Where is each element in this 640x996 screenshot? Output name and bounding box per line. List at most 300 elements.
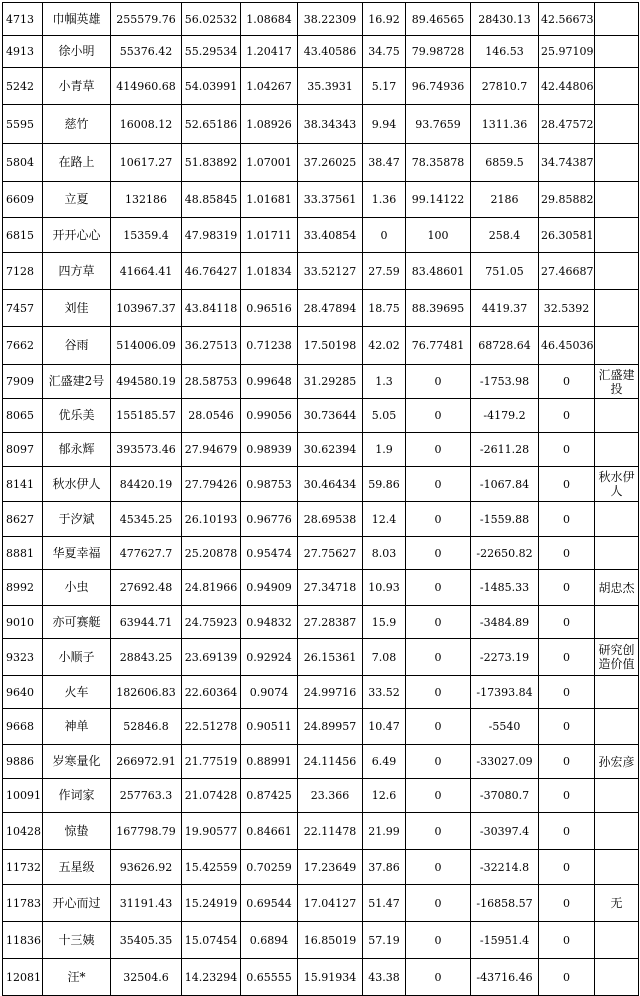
value-cell-7: 4419.37	[471, 290, 539, 327]
value-cell-1: 93626.92	[111, 850, 182, 885]
value-cell-6: 83.48601	[406, 253, 471, 290]
value-cell-2: 25.20878	[182, 537, 241, 570]
value-cell-5: 18.75	[363, 290, 406, 327]
value-cell-4: 38.34343	[298, 105, 363, 144]
value-cell-6: 0	[406, 922, 471, 959]
value-cell-2: 27.94679	[182, 433, 241, 467]
table-row	[3, 813, 639, 850]
value-cell-1: 257763.3	[111, 779, 182, 813]
value-cell-8: 0	[539, 813, 595, 850]
value-cell-1: 10617.27	[111, 144, 182, 182]
note-cell: 孙宏彦	[595, 745, 639, 779]
value-cell-1: 52846.8	[111, 709, 182, 745]
note-cell	[595, 68, 639, 105]
value-cell-5: 1.36	[363, 182, 406, 218]
value-cell-4: 24.89957	[298, 709, 363, 745]
table-row	[3, 433, 639, 467]
value-cell-2: 43.84118	[182, 290, 241, 327]
id-cell: 4713	[3, 3, 43, 36]
value-cell-1: 266972.91	[111, 745, 182, 779]
table-row	[3, 709, 639, 745]
value-cell-3: 0.90511	[241, 709, 298, 745]
name-cell: 火车	[43, 676, 111, 709]
value-cell-2: 22.51278	[182, 709, 241, 745]
value-cell-1: 167798.79	[111, 813, 182, 850]
value-cell-7: 27810.7	[471, 68, 539, 105]
value-cell-7: 751.05	[471, 253, 539, 290]
table-row	[3, 537, 639, 570]
value-cell-8: 0	[539, 639, 595, 676]
value-cell-3: 0.87425	[241, 779, 298, 813]
name-cell: 刘佳	[43, 290, 111, 327]
value-cell-5: 12.6	[363, 779, 406, 813]
value-cell-2: 28.0546	[182, 399, 241, 433]
value-cell-6: 93.7659	[406, 105, 471, 144]
id-cell: 6815	[3, 218, 43, 253]
value-cell-5: 43.38	[363, 959, 406, 996]
value-cell-5: 1.9	[363, 433, 406, 467]
table-row	[3, 570, 639, 606]
value-cell-2: 55.29534	[182, 36, 241, 68]
name-cell: 小顺子	[43, 639, 111, 676]
value-cell-1: 32504.6	[111, 959, 182, 996]
value-cell-8: 27.46687	[539, 253, 595, 290]
note-cell	[595, 779, 639, 813]
note-cell	[595, 606, 639, 639]
value-cell-8: 0	[539, 467, 595, 502]
value-cell-7: -32214.8	[471, 850, 539, 885]
value-cell-8: 28.47572	[539, 105, 595, 144]
value-cell-5: 33.52	[363, 676, 406, 709]
value-cell-3: 0.92924	[241, 639, 298, 676]
name-cell: 于汐斌	[43, 502, 111, 537]
value-cell-2: 24.75923	[182, 606, 241, 639]
value-cell-5: 15.9	[363, 606, 406, 639]
value-cell-3: 1.01834	[241, 253, 298, 290]
value-cell-4: 35.3931	[298, 68, 363, 105]
value-cell-3: 0.95474	[241, 537, 298, 570]
value-cell-3: 1.08926	[241, 105, 298, 144]
value-cell-8: 0	[539, 537, 595, 570]
value-cell-8: 0	[539, 399, 595, 433]
table-row	[3, 399, 639, 433]
value-cell-4: 28.47894	[298, 290, 363, 327]
note-cell	[595, 218, 639, 253]
value-cell-2: 48.85845	[182, 182, 241, 218]
value-cell-5: 0	[363, 218, 406, 253]
value-cell-7: 1311.36	[471, 105, 539, 144]
value-cell-2: 47.98319	[182, 218, 241, 253]
note-cell	[595, 253, 639, 290]
value-cell-8: 32.5392	[539, 290, 595, 327]
value-cell-3: 0.96516	[241, 290, 298, 327]
value-cell-1: 514006.09	[111, 327, 182, 365]
note-cell: 秋水伊人	[595, 467, 639, 502]
value-cell-7: -37080.7	[471, 779, 539, 813]
table-body	[3, 3, 639, 996]
name-cell: 郁永辉	[43, 433, 111, 467]
value-cell-6: 89.46565	[406, 3, 471, 36]
note-cell	[595, 959, 639, 996]
data-table	[2, 2, 639, 996]
value-cell-4: 30.46434	[298, 467, 363, 502]
value-cell-2: 22.60364	[182, 676, 241, 709]
name-cell: 五星级	[43, 850, 111, 885]
name-cell: 谷雨	[43, 327, 111, 365]
value-cell-3: 0.94832	[241, 606, 298, 639]
value-cell-5: 1.3	[363, 365, 406, 399]
value-cell-5: 5.17	[363, 68, 406, 105]
value-cell-2: 23.69139	[182, 639, 241, 676]
note-cell	[595, 537, 639, 570]
value-cell-2: 15.07454	[182, 922, 241, 959]
value-cell-6: 0	[406, 959, 471, 996]
value-cell-8: 42.56673	[539, 3, 595, 36]
value-cell-6: 0	[406, 745, 471, 779]
value-cell-1: 84420.19	[111, 467, 182, 502]
id-cell: 5242	[3, 68, 43, 105]
name-cell: 汪*	[43, 959, 111, 996]
value-cell-5: 7.08	[363, 639, 406, 676]
value-cell-8: 0	[539, 850, 595, 885]
value-cell-6: 0	[406, 779, 471, 813]
value-cell-4: 43.40586	[298, 36, 363, 68]
value-cell-6: 0	[406, 467, 471, 502]
value-cell-1: 103967.37	[111, 290, 182, 327]
value-cell-3: 0.71238	[241, 327, 298, 365]
table-row	[3, 779, 639, 813]
value-cell-1: 255579.76	[111, 3, 182, 36]
value-cell-6: 76.77481	[406, 327, 471, 365]
table-row	[3, 3, 639, 36]
value-cell-8: 34.74387	[539, 144, 595, 182]
id-cell: 4913	[3, 36, 43, 68]
value-cell-5: 9.94	[363, 105, 406, 144]
value-cell-3: 0.99648	[241, 365, 298, 399]
id-cell: 8065	[3, 399, 43, 433]
value-cell-6: 0	[406, 813, 471, 850]
value-cell-3: 1.01681	[241, 182, 298, 218]
name-cell: 开心而过	[43, 885, 111, 922]
value-cell-6: 0	[406, 433, 471, 467]
name-cell: 惊蛰	[43, 813, 111, 850]
value-cell-8: 46.45036	[539, 327, 595, 365]
table-row	[3, 922, 639, 959]
id-cell: 10091	[3, 779, 43, 813]
name-cell: 作词家	[43, 779, 111, 813]
table-row	[3, 327, 639, 365]
note-cell	[595, 144, 639, 182]
value-cell-3: 0.65555	[241, 959, 298, 996]
value-cell-8: 25.97109	[539, 36, 595, 68]
value-cell-1: 494580.19	[111, 365, 182, 399]
value-cell-7: -1753.98	[471, 365, 539, 399]
table-row	[3, 290, 639, 327]
value-cell-1: 45345.25	[111, 502, 182, 537]
id-cell: 8627	[3, 502, 43, 537]
value-cell-6: 0	[406, 399, 471, 433]
note-cell: 研究创造价值	[595, 639, 639, 676]
value-cell-6: 96.74936	[406, 68, 471, 105]
id-cell: 11836	[3, 922, 43, 959]
note-cell	[595, 182, 639, 218]
note-cell: 胡忠杰	[595, 570, 639, 606]
note-cell	[595, 327, 639, 365]
value-cell-7: -5540	[471, 709, 539, 745]
value-cell-4: 30.73644	[298, 399, 363, 433]
value-cell-2: 27.79426	[182, 467, 241, 502]
id-cell: 8881	[3, 537, 43, 570]
value-cell-6: 0	[406, 502, 471, 537]
note-cell	[595, 922, 639, 959]
value-cell-7: -1559.88	[471, 502, 539, 537]
value-cell-2: 51.83892	[182, 144, 241, 182]
value-cell-8: 0	[539, 433, 595, 467]
value-cell-4: 23.366	[298, 779, 363, 813]
table-row	[3, 885, 639, 922]
value-cell-3: 1.01711	[241, 218, 298, 253]
value-cell-5: 12.4	[363, 502, 406, 537]
value-cell-1: 55376.42	[111, 36, 182, 68]
value-cell-6: 0	[406, 885, 471, 922]
id-cell: 7457	[3, 290, 43, 327]
value-cell-5: 6.49	[363, 745, 406, 779]
value-cell-3: 0.84661	[241, 813, 298, 850]
value-cell-2: 54.03991	[182, 68, 241, 105]
value-cell-1: 477627.7	[111, 537, 182, 570]
value-cell-4: 17.50198	[298, 327, 363, 365]
value-cell-3: 0.70259	[241, 850, 298, 885]
value-cell-5: 27.59	[363, 253, 406, 290]
value-cell-8: 0	[539, 502, 595, 537]
value-cell-7: -3484.89	[471, 606, 539, 639]
value-cell-2: 28.58753	[182, 365, 241, 399]
value-cell-6: 79.98728	[406, 36, 471, 68]
note-cell: 汇盛建投	[595, 365, 639, 399]
name-cell: 神单	[43, 709, 111, 745]
note-cell	[595, 36, 639, 68]
name-cell: 开开心心	[43, 218, 111, 253]
value-cell-4: 17.23649	[298, 850, 363, 885]
value-cell-2: 14.23294	[182, 959, 241, 996]
table-row	[3, 850, 639, 885]
value-cell-8: 0	[539, 885, 595, 922]
table-row	[3, 68, 639, 105]
table-row	[3, 36, 639, 68]
value-cell-5: 21.99	[363, 813, 406, 850]
table-row	[3, 745, 639, 779]
value-cell-1: 31191.43	[111, 885, 182, 922]
value-cell-3: 0.9074	[241, 676, 298, 709]
value-cell-6: 78.35878	[406, 144, 471, 182]
value-cell-4: 24.11456	[298, 745, 363, 779]
value-cell-3: 0.94909	[241, 570, 298, 606]
value-cell-6: 0	[406, 639, 471, 676]
value-cell-1: 132186	[111, 182, 182, 218]
name-cell: 十三姨	[43, 922, 111, 959]
value-cell-7: -22650.82	[471, 537, 539, 570]
name-cell: 慈竹	[43, 105, 111, 144]
value-cell-2: 24.81966	[182, 570, 241, 606]
note-cell	[595, 676, 639, 709]
value-cell-4: 30.62394	[298, 433, 363, 467]
table-row	[3, 105, 639, 144]
value-cell-6: 0	[406, 365, 471, 399]
value-cell-7: -2273.19	[471, 639, 539, 676]
note-cell	[595, 290, 639, 327]
name-cell: 优乐美	[43, 399, 111, 433]
name-cell: 小青草	[43, 68, 111, 105]
id-cell: 7662	[3, 327, 43, 365]
value-cell-6: 0	[406, 570, 471, 606]
value-cell-5: 10.47	[363, 709, 406, 745]
value-cell-8: 26.30581	[539, 218, 595, 253]
table-row	[3, 502, 639, 537]
value-cell-2: 21.77519	[182, 745, 241, 779]
value-cell-7: 68728.64	[471, 327, 539, 365]
value-cell-4: 33.52127	[298, 253, 363, 290]
name-cell: 在路上	[43, 144, 111, 182]
name-cell: 巾帼英雄	[43, 3, 111, 36]
value-cell-4: 38.22309	[298, 3, 363, 36]
value-cell-1: 28843.25	[111, 639, 182, 676]
value-cell-3: 0.6894	[241, 922, 298, 959]
value-cell-7: -2611.28	[471, 433, 539, 467]
value-cell-5: 5.05	[363, 399, 406, 433]
value-cell-4: 22.11478	[298, 813, 363, 850]
value-cell-8: 0	[539, 570, 595, 606]
table-row	[3, 467, 639, 502]
value-cell-3: 0.98753	[241, 467, 298, 502]
value-cell-8: 29.85882	[539, 182, 595, 218]
value-cell-6: 100	[406, 218, 471, 253]
value-cell-5: 8.03	[363, 537, 406, 570]
note-cell	[595, 399, 639, 433]
value-cell-2: 46.76427	[182, 253, 241, 290]
name-cell: 立夏	[43, 182, 111, 218]
value-cell-1: 393573.46	[111, 433, 182, 467]
id-cell: 10428	[3, 813, 43, 850]
value-cell-3: 0.88991	[241, 745, 298, 779]
value-cell-7: 6859.5	[471, 144, 539, 182]
value-cell-6: 0	[406, 676, 471, 709]
id-cell: 11783	[3, 885, 43, 922]
note-cell	[595, 3, 639, 36]
value-cell-3: 0.69544	[241, 885, 298, 922]
value-cell-3: 0.98939	[241, 433, 298, 467]
id-cell: 9010	[3, 606, 43, 639]
value-cell-5: 38.47	[363, 144, 406, 182]
value-cell-6: 0	[406, 850, 471, 885]
value-cell-4: 33.40854	[298, 218, 363, 253]
value-cell-8: 42.44806	[539, 68, 595, 105]
value-cell-1: 41664.41	[111, 253, 182, 290]
value-cell-4: 17.04127	[298, 885, 363, 922]
id-cell: 9668	[3, 709, 43, 745]
value-cell-5: 42.02	[363, 327, 406, 365]
value-cell-1: 16008.12	[111, 105, 182, 144]
table-row	[3, 639, 639, 676]
id-cell: 8141	[3, 467, 43, 502]
id-cell: 9640	[3, 676, 43, 709]
value-cell-4: 15.91934	[298, 959, 363, 996]
note-cell	[595, 105, 639, 144]
value-cell-2: 26.10193	[182, 502, 241, 537]
id-cell: 7128	[3, 253, 43, 290]
id-cell: 9323	[3, 639, 43, 676]
value-cell-5: 59.86	[363, 467, 406, 502]
table-row	[3, 606, 639, 639]
note-cell	[595, 813, 639, 850]
value-cell-2: 15.42559	[182, 850, 241, 885]
value-cell-7: -43716.46	[471, 959, 539, 996]
value-cell-8: 0	[539, 676, 595, 709]
id-cell: 6609	[3, 182, 43, 218]
table-row	[3, 365, 639, 399]
value-cell-3: 1.04267	[241, 68, 298, 105]
value-cell-8: 0	[539, 709, 595, 745]
name-cell: 华夏幸福	[43, 537, 111, 570]
id-cell: 8992	[3, 570, 43, 606]
value-cell-3: 0.99056	[241, 399, 298, 433]
id-cell: 12081	[3, 959, 43, 996]
value-cell-6: 0	[406, 709, 471, 745]
note-cell	[595, 850, 639, 885]
value-cell-2: 56.02532	[182, 3, 241, 36]
value-cell-8: 0	[539, 606, 595, 639]
id-cell: 5595	[3, 105, 43, 144]
value-cell-6: 88.39695	[406, 290, 471, 327]
value-cell-5: 57.19	[363, 922, 406, 959]
table-row	[3, 959, 639, 996]
value-cell-2: 52.65186	[182, 105, 241, 144]
value-cell-5: 37.86	[363, 850, 406, 885]
value-cell-2: 21.07428	[182, 779, 241, 813]
table-row	[3, 676, 639, 709]
id-cell: 9886	[3, 745, 43, 779]
value-cell-1: 63944.71	[111, 606, 182, 639]
value-cell-7: -15951.4	[471, 922, 539, 959]
value-cell-4: 26.15361	[298, 639, 363, 676]
value-cell-5: 34.75	[363, 36, 406, 68]
value-cell-7: -1067.84	[471, 467, 539, 502]
value-cell-4: 31.29285	[298, 365, 363, 399]
note-cell	[595, 709, 639, 745]
value-cell-1: 414960.68	[111, 68, 182, 105]
value-cell-4: 27.28387	[298, 606, 363, 639]
value-cell-8: 0	[539, 922, 595, 959]
note-cell	[595, 502, 639, 537]
table-row	[3, 182, 639, 218]
value-cell-7: 2186	[471, 182, 539, 218]
value-cell-3: 1.07001	[241, 144, 298, 182]
value-cell-7: 146.53	[471, 36, 539, 68]
table-row	[3, 253, 639, 290]
name-cell: 秋水伊人	[43, 467, 111, 502]
value-cell-5: 51.47	[363, 885, 406, 922]
id-cell: 11732	[3, 850, 43, 885]
name-cell: 小虫	[43, 570, 111, 606]
value-cell-6: 0	[406, 606, 471, 639]
value-cell-1: 155185.57	[111, 399, 182, 433]
value-cell-2: 15.24919	[182, 885, 241, 922]
value-cell-1: 182606.83	[111, 676, 182, 709]
id-cell: 7909	[3, 365, 43, 399]
value-cell-1: 15359.4	[111, 218, 182, 253]
value-cell-7: -17393.84	[471, 676, 539, 709]
value-cell-4: 37.26025	[298, 144, 363, 182]
value-cell-3: 1.20417	[241, 36, 298, 68]
